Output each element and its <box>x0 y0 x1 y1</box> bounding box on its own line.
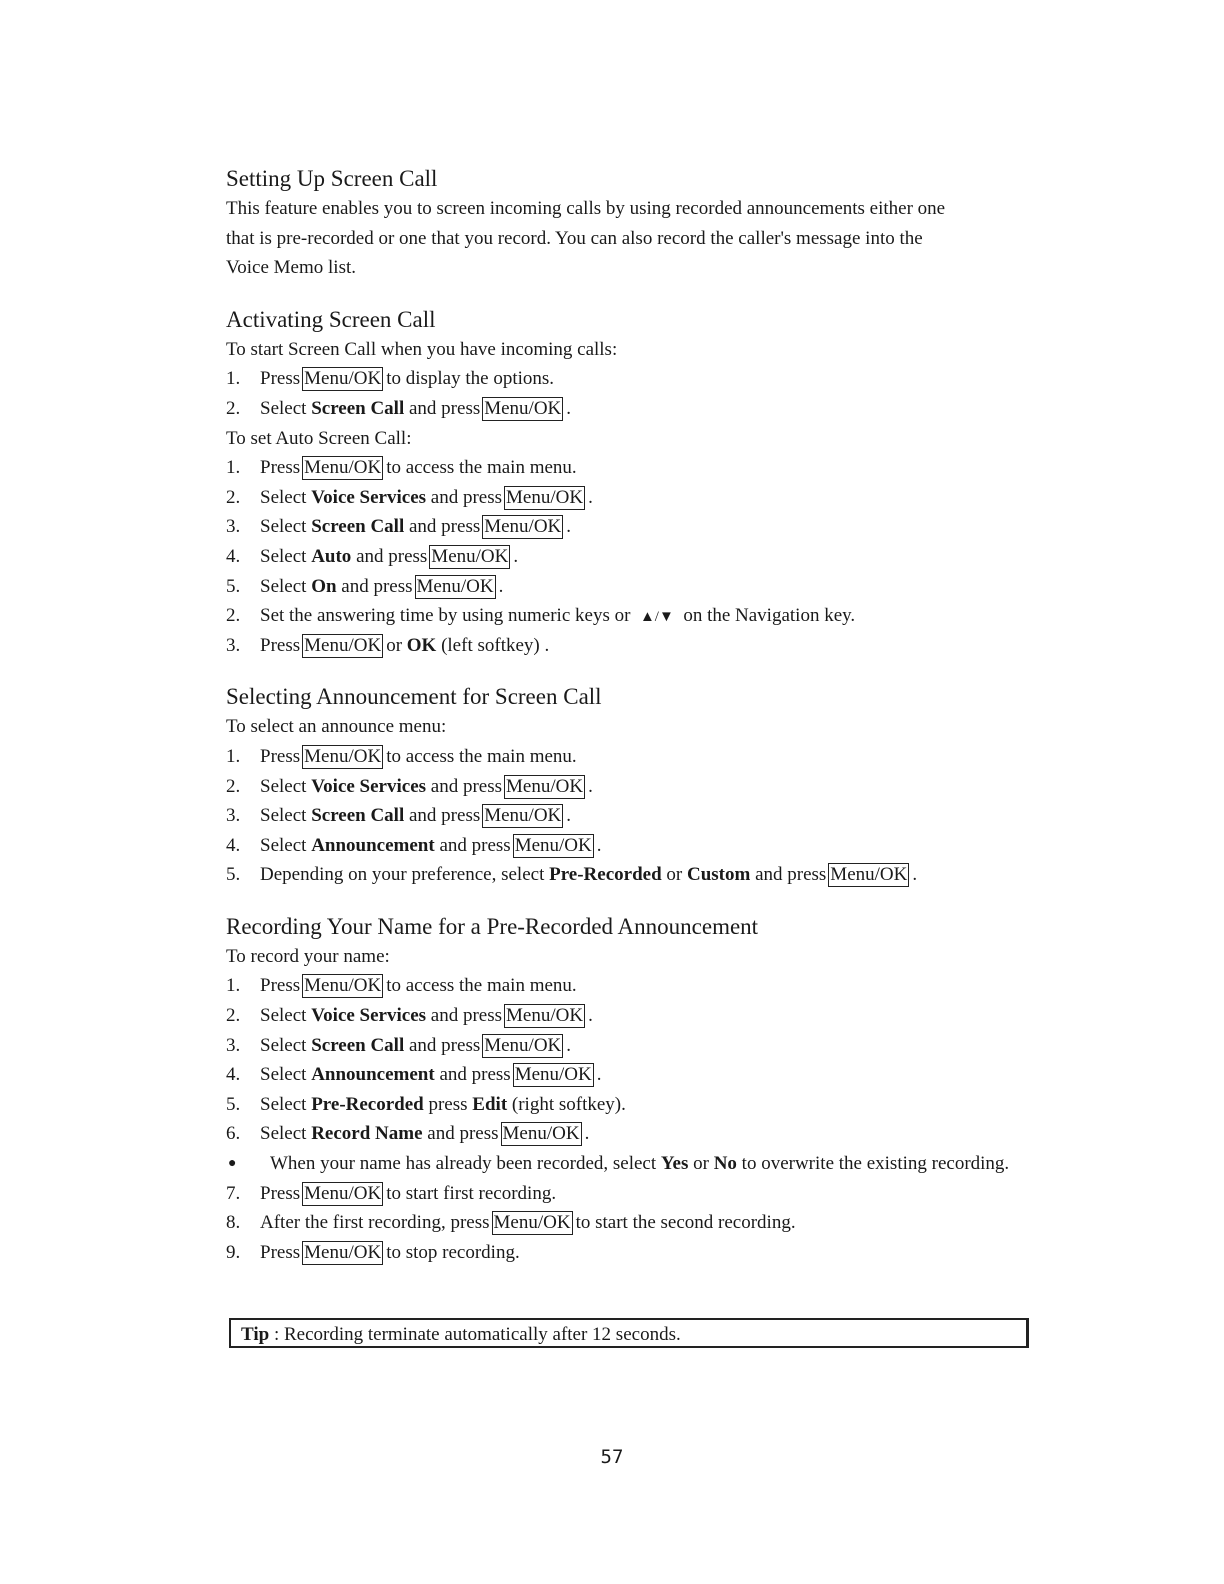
step-number: 1. <box>226 368 241 390</box>
step: 3. Press Menu/OK or OK (left softkey) . <box>226 631 1046 661</box>
page-number: 57 <box>600 1446 624 1468</box>
menu-ok-key: Menu/OK <box>416 575 494 597</box>
paragraph-line: This feature enables you to screen incoming calls by using recorded announcements either one <box>226 198 946 219</box>
step-number: 2. <box>226 775 241 797</box>
intro-text: To start Screen Call when you have incoming calls: <box>226 338 618 360</box>
step: 1. Press Menu/OK to display the options. <box>226 364 1046 394</box>
menu-ok-key: Menu/OK <box>304 368 382 390</box>
intro-text: To record your name: <box>226 945 390 967</box>
step: 1. Press Menu/OK to access the main menu. <box>226 453 1046 483</box>
section-heading: Selecting Announcement for Screen Call <box>226 684 602 710</box>
page-content <box>226 164 1046 1289</box>
menu-ok-key: Menu/OK <box>484 805 562 827</box>
step-number: 1. <box>226 975 241 997</box>
section-selecting <box>226 682 1046 890</box>
section-heading: Activating Screen Call <box>226 306 436 332</box>
step-number: 5. <box>226 1093 241 1115</box>
step-number: 2. <box>226 605 241 627</box>
step: 4. Select Announcement and press Menu/OK . <box>226 831 1046 861</box>
step-number: 3. <box>226 1034 241 1056</box>
section-setting-up <box>226 164 1046 283</box>
section-activating <box>226 305 1046 661</box>
paragraph-line: Voice Memo list. <box>226 257 357 279</box>
navigation-arrows-icon: ▲/▼ <box>639 609 674 626</box>
menu-ok-key: Menu/OK <box>431 545 509 567</box>
menu-ok-key: Menu/OK <box>514 834 592 856</box>
step-number: 5. <box>226 575 241 597</box>
menu-ok-key: Menu/OK <box>304 634 382 656</box>
intro-text: To set Auto Screen Call: <box>226 427 412 449</box>
menu-ok-key: Menu/OK <box>506 1005 584 1027</box>
step-number: 4. <box>226 545 241 567</box>
section-heading: Setting Up Screen Call <box>226 166 438 191</box>
step-number: 2. <box>226 397 241 419</box>
tip-box <box>229 1318 1029 1348</box>
step: 5. Select Pre-Recorded press Edit (right softkey). <box>226 1090 1046 1120</box>
bullet-note <box>226 1149 1046 1179</box>
menu-ok-key: Menu/OK <box>506 486 584 508</box>
menu-ok-key: Menu/OK <box>304 1182 382 1204</box>
menu-ok-key: Menu/OK <box>304 745 382 767</box>
step: 7. Press Menu/OK to start first recording. <box>226 1179 1046 1209</box>
step: 2. Select Voice Services and press Menu/OK . <box>226 483 1046 513</box>
menu-ok-key: Menu/OK <box>484 516 562 538</box>
tip-text: : Recording terminate automatically after 12 seconds. <box>273 1324 681 1345</box>
step-number: 4. <box>226 834 241 856</box>
menu-ok-key: Menu/OK <box>304 1241 382 1263</box>
step-number: 9. <box>226 1241 241 1263</box>
step-number: 5. <box>226 864 241 886</box>
step: 2. Select Voice Services and press Menu/OK . <box>226 772 1046 802</box>
step: 3. Select Screen Call and press Menu/OK . <box>226 801 1046 831</box>
step: 8. After the first recording, press Menu/OK to start the second recording. <box>226 1208 1046 1238</box>
step-number: 8. <box>226 1212 241 1234</box>
menu-ok-key: Menu/OK <box>514 1064 592 1086</box>
menu-ok-key: Menu/OK <box>502 1123 580 1145</box>
bullet-icon: ● <box>228 1156 237 1172</box>
step-number: 3. <box>226 516 241 538</box>
menu-ok-key: Menu/OK <box>484 397 562 419</box>
step: 4. Select Auto and press Menu/OK . <box>226 542 1046 572</box>
tip-label: Tip <box>241 1324 270 1345</box>
step: 1. Press Menu/OK to access the main menu. <box>226 742 1046 772</box>
menu-ok-key: Menu/OK <box>484 1034 562 1056</box>
intro-text: To select an announce menu: <box>226 716 447 738</box>
step: 1. Press Menu/OK to access the main menu. <box>226 971 1046 1001</box>
step-number: 7. <box>226 1182 241 1204</box>
menu-ok-key: Menu/OK <box>830 864 908 886</box>
step: 3. Select Screen Call and press Menu/OK . <box>226 512 1046 542</box>
step: 3. Select Screen Call and press Menu/OK . <box>226 1031 1046 1061</box>
section-paragraph <box>226 194 1046 283</box>
step-number: 4. <box>226 1064 241 1086</box>
menu-ok-key: Menu/OK <box>493 1212 571 1234</box>
step-number: 3. <box>226 634 241 656</box>
step: 5. Select On and press Menu/OK . <box>226 572 1046 602</box>
step-number: 6. <box>226 1123 241 1145</box>
step: 5. Depending on your preference, select Pre-Recorded or Custom and press Menu/OK . <box>226 860 1046 890</box>
step: 2. Select Screen Call and press Menu/OK . <box>226 394 1046 424</box>
section-heading: Recording Your Name for a Pre-Recorded Announcement <box>226 913 759 939</box>
paragraph-line: that is pre-recorded or one that you record. You can also record the caller's message into the <box>226 227 923 249</box>
menu-ok-key: Menu/OK <box>506 775 584 797</box>
menu-ok-key: Menu/OK <box>304 457 382 479</box>
step: 6. Select Record Name and press Menu/OK . <box>226 1119 1046 1149</box>
step-number: 1. <box>226 745 241 767</box>
step: 2. Set the answering time by using numeric keys or ▲/▼ on the Navigation key. <box>226 601 1046 631</box>
step-number: 3. <box>226 805 241 827</box>
step-number: 1. <box>226 457 241 479</box>
section-recording <box>226 912 1046 1268</box>
step-number: 2. <box>226 486 241 508</box>
step: 4. Select Announcement and press Menu/OK . <box>226 1060 1046 1090</box>
menu-ok-key: Menu/OK <box>304 975 382 997</box>
step: 9. Press Menu/OK to stop recording. <box>226 1238 1046 1268</box>
step-number: 2. <box>226 1005 241 1027</box>
step: 2. Select Voice Services and press Menu/OK . <box>226 1001 1046 1031</box>
bullet-text: When your name has already been recorded, select Yes or No to overwrite the existing recording. <box>270 1153 1010 1175</box>
